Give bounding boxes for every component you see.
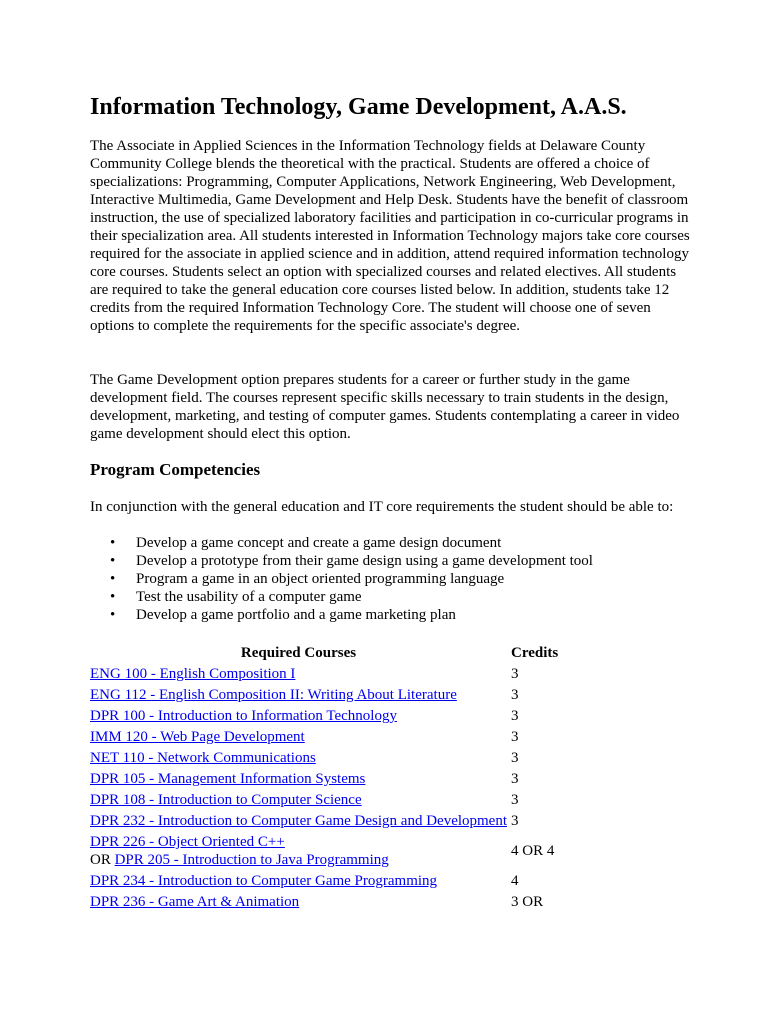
table-row (88, 790, 593, 811)
course-link-dpr232[interactable]: DPR 232 - Introduction to Computer Game Design and Development (90, 813, 508, 829)
course-credits: 3 (511, 750, 519, 766)
competencies-intro: In conjunction with the general education and IT core requirements the student should be able to: (90, 499, 674, 515)
list-item: • Develop a game portfolio and a game marketing plan (110, 607, 456, 623)
table-row (88, 811, 593, 832)
competencies-list (90, 534, 593, 624)
bullet-icon: • (110, 607, 116, 623)
course-link-dpr236[interactable]: DPR 236 - Game Art & Animation (90, 894, 300, 910)
table-row (88, 892, 593, 913)
game-development-paragraph: The Game Development option prepares students for a career or further study in the game development field. The courses represent specific skills necessary to train students in the design, development, marketing, and testing of computer games. Students contemplating a career in video game development should elect this option. (90, 372, 680, 442)
page-title: Information Technology, Game Development, A.A.S. (90, 94, 627, 120)
course-credits: 3 (511, 792, 519, 808)
bullet-icon: • (110, 553, 116, 569)
intro-paragraph: The Associate in Applied Sciences in the Information Technology fields at Delaware County Community College blends the theoretical with the practical. Students are offered a choice of specializations: Programming, Computer Applications, Network Engineering, Web Development, Interactive Multimedia, Game Development and Help Desk. Students have the benefit of classroom instruction, the use of specialized laboratory facilities and participation in co-curricular programs in their specialization area. All students interested in Information Technology majors take core courses required for the associate in applied science and in addition, attend required information technology core courses. Students select an option with specialized courses and related electives. All students are required to take the general education core courses listed below. In addition, students take 12 credits from the required Information Technology Core. The student will choose one of seven options to complete the requirements for the specific associate's degree. (90, 138, 690, 334)
course-link-dpr226[interactable]: DPR 226 - Object Oriented C++ (90, 834, 285, 850)
course-link-dpr205[interactable]: DPR 205 - Introduction to Java Programming (114, 852, 389, 868)
course-credits: 3 (511, 687, 519, 703)
course-credits: 3 OR (511, 894, 544, 910)
table-row (88, 685, 593, 706)
list-item: • Develop a prototype from their game design using a game development tool (110, 553, 593, 569)
or-label: OR (90, 852, 111, 868)
course-link-dpr100[interactable]: DPR 100 - Introduction to Information Technology (90, 708, 397, 724)
course-link-eng100[interactable]: ENG 100 - English Composition I (90, 666, 296, 682)
table-row (88, 769, 593, 790)
course-credits: 3 (511, 666, 519, 682)
course-link-dpr105[interactable]: DPR 105 - Management Information Systems (90, 771, 366, 787)
table-row (88, 706, 593, 727)
course-credits: 4 OR 4 (511, 843, 555, 859)
course-credits: 4 (511, 873, 519, 889)
required-courses-table (88, 643, 593, 913)
course-credits: 3 (511, 813, 519, 829)
list-item: • Develop a game concept and create a game design document (110, 535, 502, 551)
course-link-imm120[interactable]: IMM 120 - Web Page Development (90, 729, 305, 745)
table-header-row (88, 643, 593, 664)
course-credits: 3 (511, 771, 519, 787)
table-row (88, 871, 593, 892)
list-item: • Program a game in an object oriented programming language (110, 571, 505, 587)
bullet-icon: • (110, 571, 116, 587)
list-item: • Test the usability of a computer game (110, 589, 362, 605)
table-row (88, 748, 593, 769)
course-credits: 3 (511, 708, 519, 724)
courses-column-header: Required Courses (240, 645, 357, 661)
bullet-icon: • (110, 535, 116, 551)
course-link-eng112[interactable]: ENG 112 - English Composition II: Writing About Literature (90, 687, 457, 703)
course-link-dpr108[interactable]: DPR 108 - Introduction to Computer Science (90, 792, 362, 808)
table-row (88, 832, 593, 871)
credits-column-header: Credits (511, 645, 559, 661)
bullet-icon: • (110, 589, 116, 605)
competencies-heading: Program Competencies (90, 460, 261, 479)
course-link-net110[interactable]: NET 110 - Network Communications (90, 750, 316, 766)
course-link-dpr234[interactable]: DPR 234 - Introduction to Computer Game Programming (90, 873, 438, 889)
table-row (88, 727, 593, 748)
course-credits: 3 (511, 729, 519, 745)
table-row (88, 664, 593, 685)
